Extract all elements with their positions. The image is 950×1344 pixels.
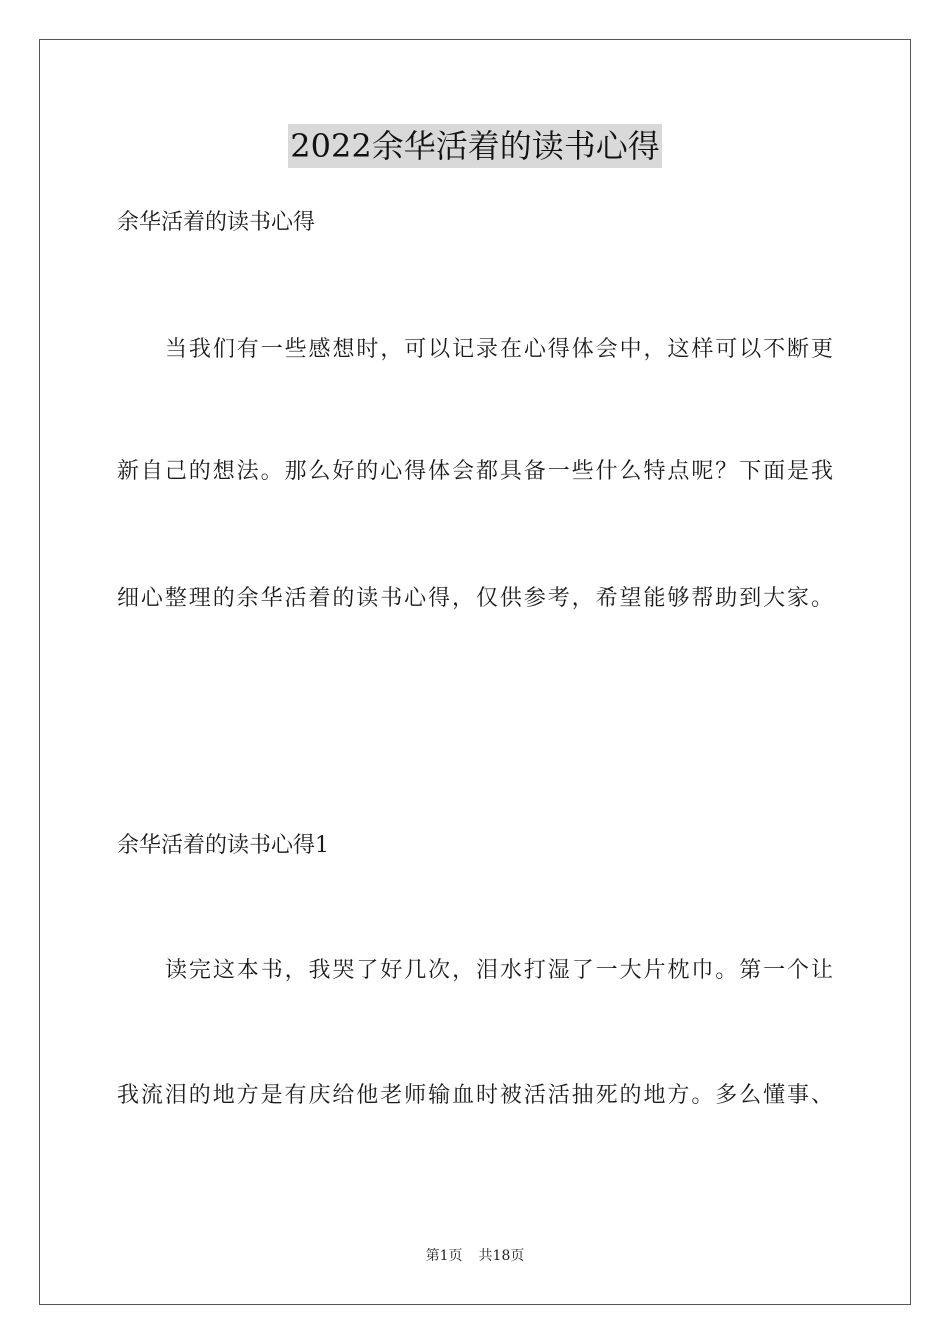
- page-footer: [0, 1246, 950, 1266]
- paragraph-line: 读完这本书，我哭了好几次，泪水打湿了一大片枕巾。第一个让: [165, 958, 833, 983]
- paragraph-line: 细心整理的余华活着的读书心得，仅供参考，希望能够帮助到大家。: [117, 586, 833, 611]
- paragraph-line: 当我们有一些感想时，可以记录在心得体会中，这样可以不断更: [165, 337, 833, 362]
- page-number: 第1页: [425, 1248, 463, 1264]
- page-total: 共18页: [478, 1248, 525, 1264]
- document-title: 2022余华活着的读书心得: [288, 124, 661, 168]
- paragraph-line: 我流泪的地方是有庆给他老师输血时被活活抽死的地方。多么懂事、: [117, 1083, 833, 1108]
- title-container: [0, 124, 950, 168]
- section-heading: 余华活着的读书心得: [117, 210, 316, 235]
- paragraph-line: 新自己的想法。那么好的心得体会都具备一些什么特点呢？下面是我: [117, 459, 833, 484]
- section-heading: 余华活着的读书心得1: [117, 833, 329, 858]
